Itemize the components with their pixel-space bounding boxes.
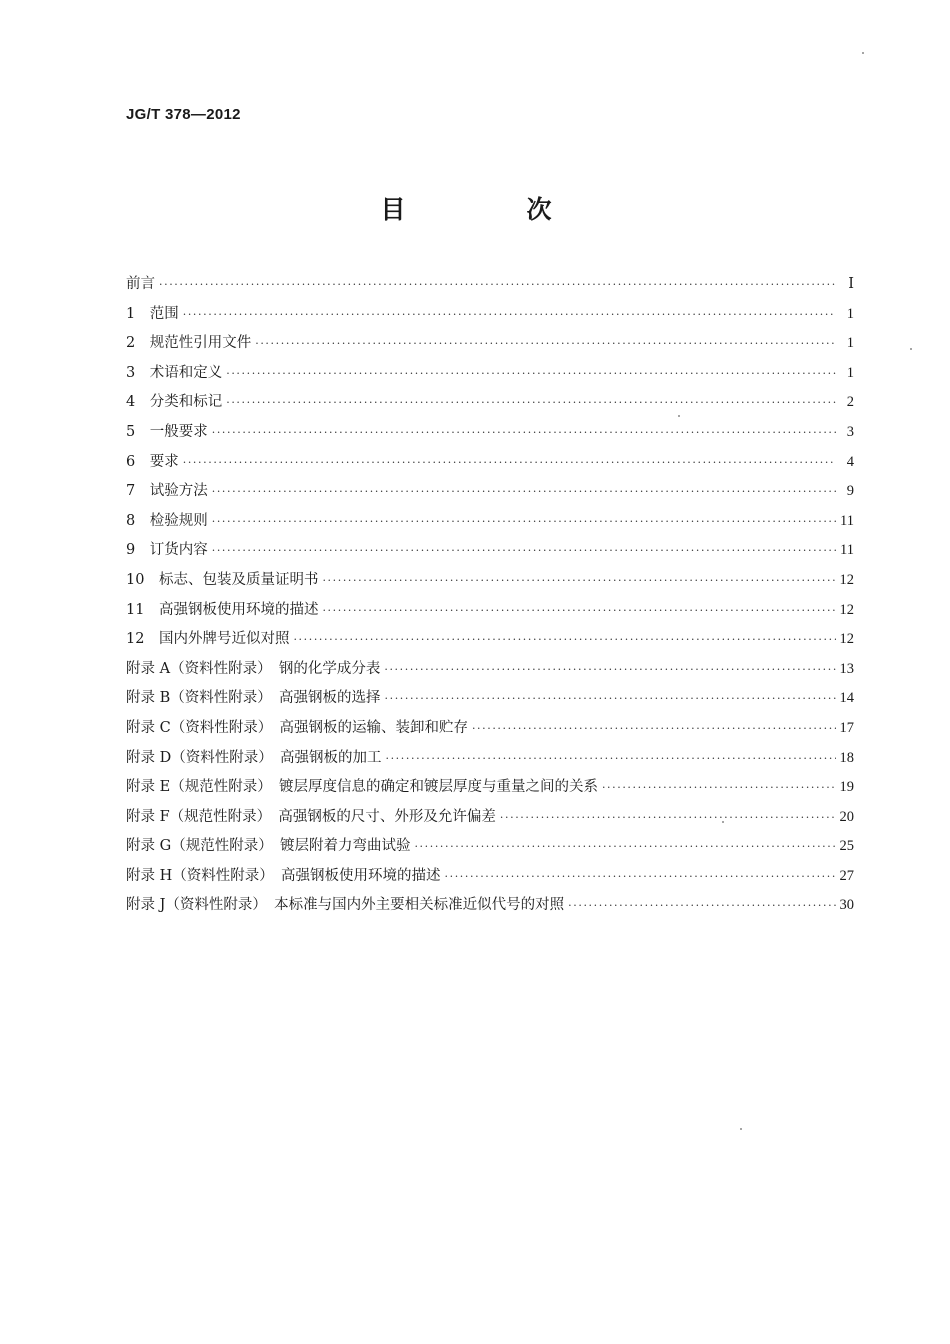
toc-entry-appendix-f[interactable] <box>126 803 854 833</box>
toc-entry-label: 附录 B（资料性附录） 高强钢板的选择 <box>126 690 381 707</box>
toc-entry-label: 附录 D（资料性附录） 高强钢板的加工 <box>126 749 382 766</box>
toc-leader-dots <box>226 359 836 389</box>
toc-entry-label: 前言 <box>126 276 155 292</box>
toc-entry-page: 4 <box>846 453 854 470</box>
toc-entry-appendix-e[interactable] <box>126 773 854 803</box>
scan-speck <box>862 52 864 54</box>
toc-entry-label: 5 一般要求 <box>126 423 208 440</box>
toc-entry-appendix-g[interactable] <box>126 832 854 862</box>
toc-leader-dots <box>183 448 836 478</box>
toc-entry-6[interactable] <box>126 448 854 478</box>
scan-speck <box>678 415 680 417</box>
toc-leader-dots <box>385 744 835 774</box>
toc-leader-dots <box>385 684 836 714</box>
toc-leader-dots <box>414 832 835 862</box>
toc-entry-label: 10 标志、包装及质量证明书 <box>126 571 319 588</box>
toc-entry-label: 11 高强钢板使用环境的描述 <box>126 601 319 618</box>
standard-code: JG/T 378—2012 <box>126 106 241 123</box>
scan-speck <box>910 348 912 350</box>
toc-entry-appendix-b[interactable] <box>126 684 854 714</box>
toc-leader-dots <box>568 891 835 921</box>
toc-entry-foreword[interactable] <box>126 270 854 300</box>
toc-entry-page: 3 <box>846 423 854 440</box>
toc-leader-dots <box>226 388 836 418</box>
toc-entry-7[interactable] <box>126 477 854 507</box>
toc-entry-appendix-j[interactable] <box>126 891 854 921</box>
toc-leader-dots <box>212 507 836 537</box>
toc-entry-page: 9 <box>846 483 854 500</box>
toc-entry-page: 19 <box>839 779 854 796</box>
toc-entry-appendix-d[interactable] <box>126 744 854 774</box>
table-of-contents <box>126 270 854 921</box>
toc-entry-page: 20 <box>839 808 854 825</box>
toc-entry-10[interactable] <box>126 566 854 596</box>
toc-entry-page: 14 <box>839 690 854 707</box>
toc-entry-label: 6 要求 <box>126 453 179 470</box>
toc-leader-dots <box>255 329 836 359</box>
toc-entry-page: 1 <box>846 364 854 381</box>
toc-entry-page: 12 <box>839 631 854 648</box>
toc-entry-page: 27 <box>839 867 854 884</box>
toc-entry-label: 2 规范性引用文件 <box>126 335 252 352</box>
toc-entry-page: Ⅰ <box>848 276 854 292</box>
toc-entry-page: 25 <box>839 838 854 855</box>
page-title: 目 次 <box>380 195 600 224</box>
toc-entry-label: 7 试验方法 <box>126 483 208 500</box>
toc-entry-3[interactable] <box>126 359 854 389</box>
toc-leader-dots <box>322 596 835 626</box>
toc-entry-9[interactable] <box>126 536 854 566</box>
toc-entry-label: 附录 F（规范性附录） 高强钢板的尺寸、外形及允许偏差 <box>126 808 496 825</box>
toc-entry-page: 13 <box>839 660 854 677</box>
toc-entry-page: 17 <box>839 719 854 736</box>
toc-entry-2[interactable] <box>126 329 854 359</box>
toc-entry-label: 附录 J（资料性附录） 本标准与国内外主要相关标准近似代号的对照 <box>126 897 565 914</box>
toc-entry-label: 1 范围 <box>126 305 179 322</box>
toc-entry-label: 附录 H（资料性附录） 高强钢板使用环境的描述 <box>126 867 441 884</box>
toc-entry-label: 12 国内外牌号近似对照 <box>126 631 290 648</box>
toc-leader-dots <box>212 536 836 566</box>
toc-entry-label: 附录 G（规范性附录） 镀层附着力弯曲试验 <box>126 838 411 855</box>
toc-leader-dots <box>322 566 835 596</box>
toc-entry-12[interactable] <box>126 625 854 655</box>
toc-leader-dots <box>445 862 836 892</box>
toc-entry-1[interactable] <box>126 300 854 330</box>
scan-speck <box>722 821 724 823</box>
toc-leader-dots <box>183 300 836 330</box>
toc-leader-dots <box>472 714 836 744</box>
toc-entry-page: 18 <box>839 749 854 766</box>
toc-entry-5[interactable] <box>126 418 854 448</box>
toc-entry-page: 30 <box>839 897 854 914</box>
toc-leader-dots <box>293 625 835 655</box>
toc-entry-label: 附录 E（规范性附录） 镀层厚度信息的确定和镀层厚度与重量之间的关系 <box>126 779 598 796</box>
toc-entry-appendix-a[interactable] <box>126 655 854 685</box>
toc-entry-appendix-h[interactable] <box>126 862 854 892</box>
toc-entry-page: 12 <box>839 571 854 588</box>
toc-leader-dots <box>212 418 836 448</box>
toc-entry-8[interactable] <box>126 507 854 537</box>
toc-entry-label: 附录 A（资料性附录） 钢的化学成分表 <box>126 660 381 677</box>
toc-entry-11[interactable] <box>126 596 854 626</box>
toc-entry-4[interactable] <box>126 388 854 418</box>
toc-leader-dots <box>159 270 836 300</box>
toc-leader-dots <box>212 477 836 507</box>
toc-entry-page: 1 <box>846 335 854 352</box>
toc-entry-page: 2 <box>846 394 854 411</box>
toc-entry-page: 12 <box>839 601 854 618</box>
toc-entry-label: 3 术语和定义 <box>126 364 223 381</box>
toc-entry-page: 1 <box>846 305 854 322</box>
toc-entry-label: 附录 C（资料性附录） 高强钢板的运输、装卸和贮存 <box>126 719 468 736</box>
toc-entry-label: 8 检验规则 <box>126 512 208 529</box>
toc-entry-label: 4 分类和标记 <box>126 394 223 411</box>
toc-entry-appendix-c[interactable] <box>126 714 854 744</box>
toc-entry-page: 11 <box>840 512 854 529</box>
toc-leader-dots <box>384 655 835 685</box>
scan-speck <box>740 1128 742 1130</box>
toc-leader-dots <box>602 773 836 803</box>
toc-entry-page: 11 <box>840 542 854 559</box>
toc-entry-label: 9 订货内容 <box>126 542 208 559</box>
toc-leader-dots <box>500 803 836 833</box>
